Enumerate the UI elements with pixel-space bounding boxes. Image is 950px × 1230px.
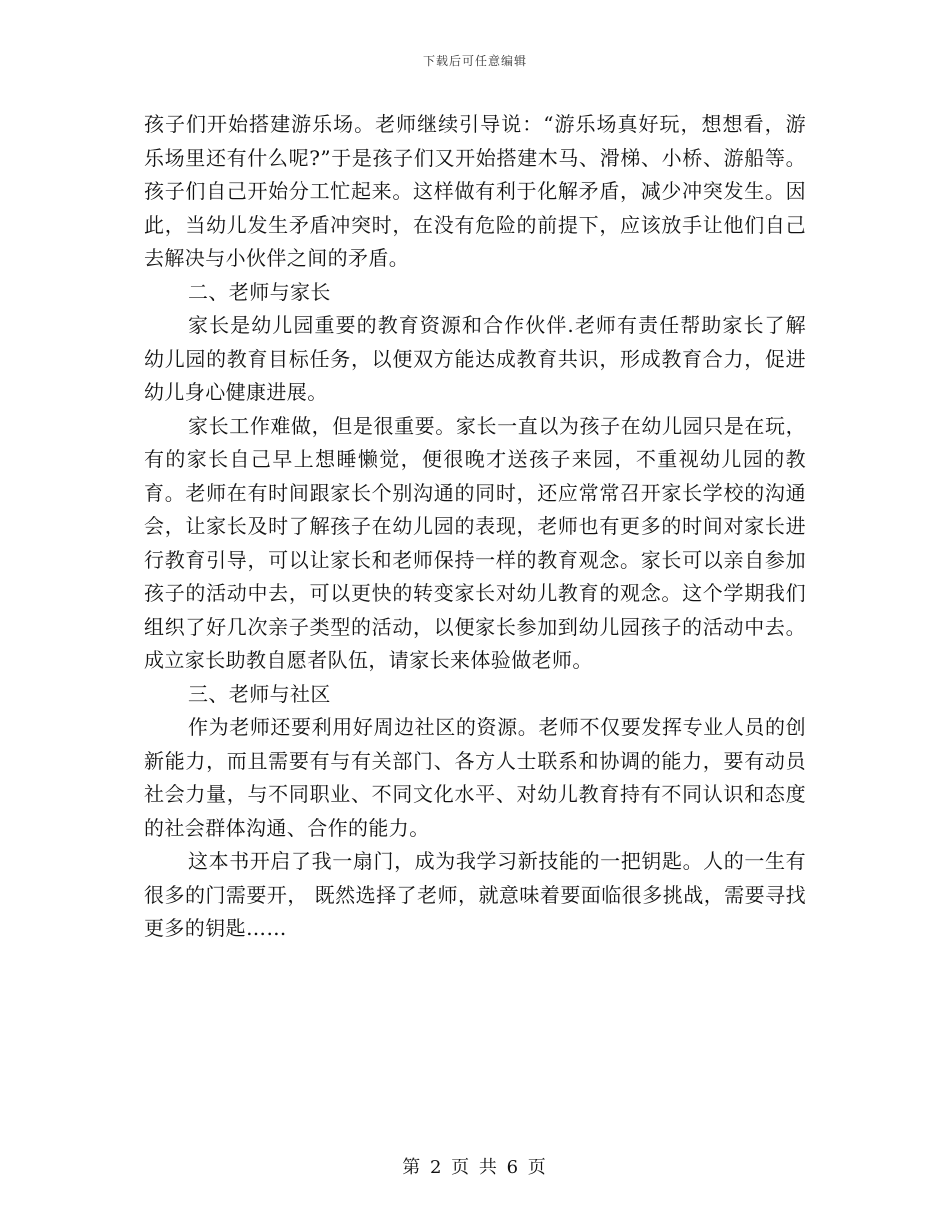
page-footer: 第 2 页 共 6 页: [402, 1157, 548, 1178]
section-heading-3: 三、老师与社区: [188, 681, 331, 706]
paragraph-5: 这本书开启了我一扇门，成为我学习新技能的一把钥匙。人的一生有很多的门需要开， 既然选择了老师，就意味着要面临很多挑战，需要寻找更多的钥匙……: [144, 849, 806, 940]
paragraph-2: 家长是幼儿园重要的教育资源和合作伙伴.老师有责任帮助家长了解幼儿园的教育目标任务，以便双方能达成教育共识，形成教育合力，促进幼儿身心健康进展。: [144, 313, 806, 404]
section-heading-2: 二、老师与家长: [188, 279, 331, 304]
paragraph-4: 作为老师还要利用好周边社区的资源。老师不仅要发挥专业人员的创新能力，而且需要有与有关部门、各方人士联系和协调的能力，要有动员社会力量，与不同职业、不同文化水平、对幼儿教育持有不同认识和态度的社会群体沟通、合作的能力。: [144, 715, 806, 840]
document-body: [144, 108, 806, 946]
paragraph-1: 孩子们开始搭建游乐场。老师继续引导说：“游乐场真好玩，想想看，游乐场里还有什么呢?”于是孩子们又开始搭建木马、滑梯、小桥、游船等。孩子们自己开始分工忙起来。这样做有利于化解矛盾，减少冲突发生。因此，当幼儿发生矛盾冲突时，在没有危险的前提下，应该放手让他们自己去解决与小伙伴之间的矛盾。: [144, 112, 806, 270]
paragraph-3: 家长工作难做，但是很重要。家长一直以为孩子在幼儿园只是在玩，有的家长自己早上想睡懒觉，便很晚才送孩子来园，不重视幼儿园的教育。老师在有时间跟家长个别沟通的同时，还应常常召开家长学校的沟通会，让家长及时了解孩子在幼儿园的表现，老师也有更多的时间对家长进行教育引导，可以让家长和老师保持一样的教育观念。家长可以亲自参加孩子的活动中去，可以更快的转变家长对幼儿教育的观念。这个学期我们组织了好几次亲子类型的活动，以便家长参加到幼儿园孩子的活动中去。成立家长助教自愿者队伍，请家长来体验做老师。: [144, 413, 806, 672]
page-header: 下载后可任意编辑: [422, 54, 527, 68]
